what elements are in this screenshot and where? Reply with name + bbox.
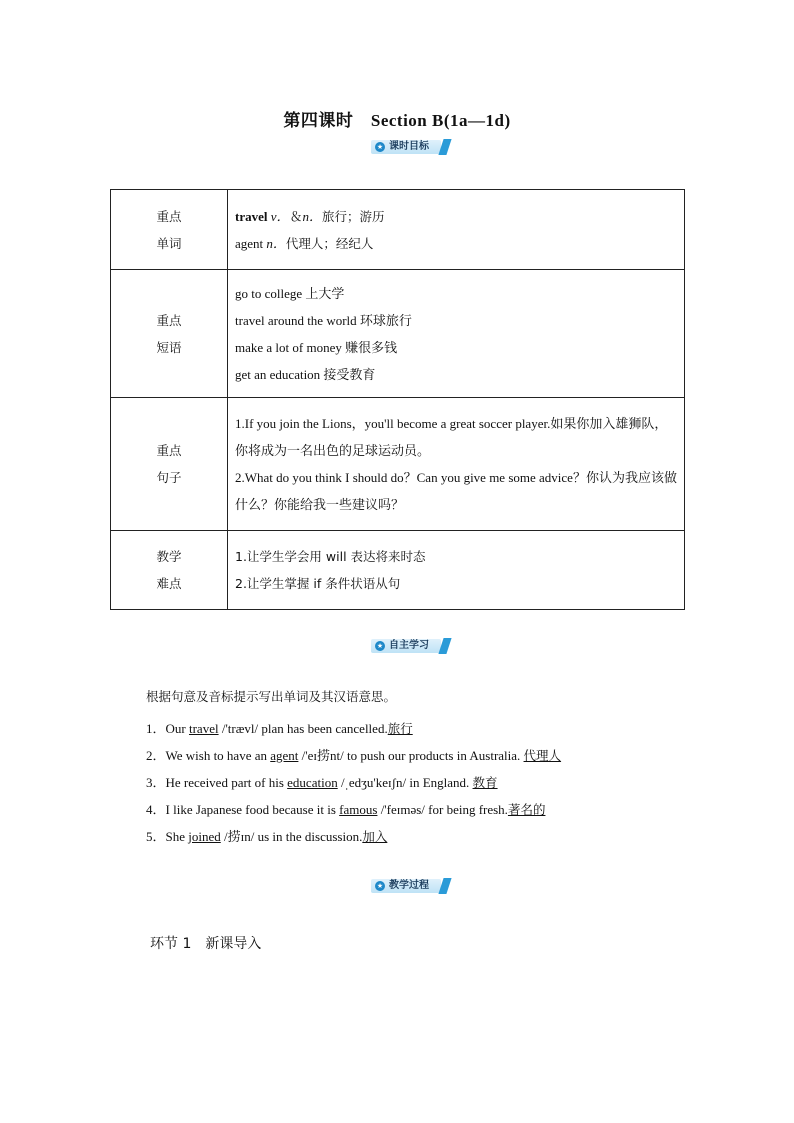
table-row bbox=[111, 398, 685, 531]
answer-word: agent bbox=[270, 748, 299, 763]
exercise-item: 1．Our travel /'trævl/ plan has been cancelled.旅行 bbox=[146, 721, 413, 736]
answer-meaning: 教育 bbox=[472, 775, 498, 790]
answer-meaning: 加入 bbox=[362, 829, 388, 844]
table-row bbox=[111, 531, 685, 610]
label-line: 难点 bbox=[156, 576, 182, 591]
label-line: 重点 bbox=[156, 208, 182, 224]
exercise-instruction: 根据句意及音标提示写出单词及其汉语意思。 bbox=[146, 689, 397, 704]
answer-word: education bbox=[287, 775, 338, 790]
row-label bbox=[111, 270, 228, 398]
label-line: 单词 bbox=[156, 235, 182, 251]
exercise-item: 3．He received part of his education /ˌedʒu'keɪʃn/ in England. 教育 bbox=[146, 775, 498, 790]
goals-banner bbox=[371, 139, 449, 155]
table-row bbox=[111, 270, 685, 398]
key-sentences bbox=[228, 398, 685, 531]
answer-word: joined bbox=[188, 829, 221, 844]
word-agent: agent n．代理人；经纪人 bbox=[235, 235, 374, 251]
trophy-icon: ★ bbox=[376, 143, 384, 151]
row-label bbox=[111, 190, 228, 270]
word-travel: travel v．＆n．旅行；游历 bbox=[235, 208, 385, 224]
row-label bbox=[111, 398, 228, 531]
self-study-banner-label: 自主学习 bbox=[389, 640, 429, 651]
answer-meaning: 著名的 bbox=[507, 802, 546, 817]
trophy-icon: ★ bbox=[376, 882, 384, 890]
sentence: 1.If you join the Lions，you'll become a great soccer player.如果你加入雄狮队，你将成为一名出色的足球运动员。 bbox=[235, 416, 668, 458]
answer-word: travel bbox=[188, 721, 219, 736]
phrase: go to college 上大学 bbox=[235, 285, 345, 301]
self-study-banner bbox=[371, 638, 449, 654]
phrase: travel around the world 环球旅行 bbox=[235, 312, 412, 328]
phrase: make a lot of money 赚很多钱 bbox=[235, 339, 398, 355]
key-words bbox=[228, 190, 685, 270]
goals-banner-label: 课时目标 bbox=[389, 141, 429, 152]
exercise-section bbox=[146, 688, 561, 850]
label-line: 重点 bbox=[156, 312, 182, 328]
teaching-process-banner bbox=[371, 878, 449, 894]
teaching-process-banner-label: 教学过程 bbox=[389, 880, 429, 891]
page-title: 第四课时 Section B(1a—1d) bbox=[283, 111, 511, 130]
label-line: 重点 bbox=[156, 443, 182, 458]
exercise-item: 5．She joined /捞ɪn/ us in the discussion.加入 bbox=[146, 829, 388, 844]
answer-meaning: 代理人 bbox=[523, 748, 562, 763]
exercise-item: 2．We wish to have an agent /'eɪ捞nt/ to push our products in Australia. 代理人 bbox=[146, 748, 562, 763]
answer-meaning: 旅行 bbox=[387, 721, 413, 736]
trophy-icon: ★ bbox=[376, 642, 384, 650]
phrase: get an education 接受教育 bbox=[235, 366, 376, 382]
sentence: 2.What do you think I should do？Can you give me some advice？你认为我应该做什么？你能给我一些建议吗？ bbox=[235, 470, 677, 512]
teaching-difficulties bbox=[228, 531, 685, 610]
goals-table bbox=[110, 189, 685, 610]
exercise-item: 4．I like Japanese food because it is famous /'feɪməs/ for being fresh.著名的 bbox=[146, 802, 546, 817]
difficulty: 1.让学生学会用 will 表达将来时态 bbox=[235, 549, 426, 564]
section-heading: 环节 1 新课导入 bbox=[150, 936, 262, 952]
label-line: 句子 bbox=[156, 470, 182, 485]
key-phrases bbox=[228, 270, 685, 398]
label-line: 短语 bbox=[156, 339, 182, 355]
row-label bbox=[111, 531, 228, 610]
difficulty: 2.让学生掌握 if 条件状语从句 bbox=[235, 576, 401, 591]
label-line: 教学 bbox=[156, 549, 182, 564]
answer-word: famous bbox=[339, 802, 378, 817]
table-row bbox=[111, 190, 685, 270]
